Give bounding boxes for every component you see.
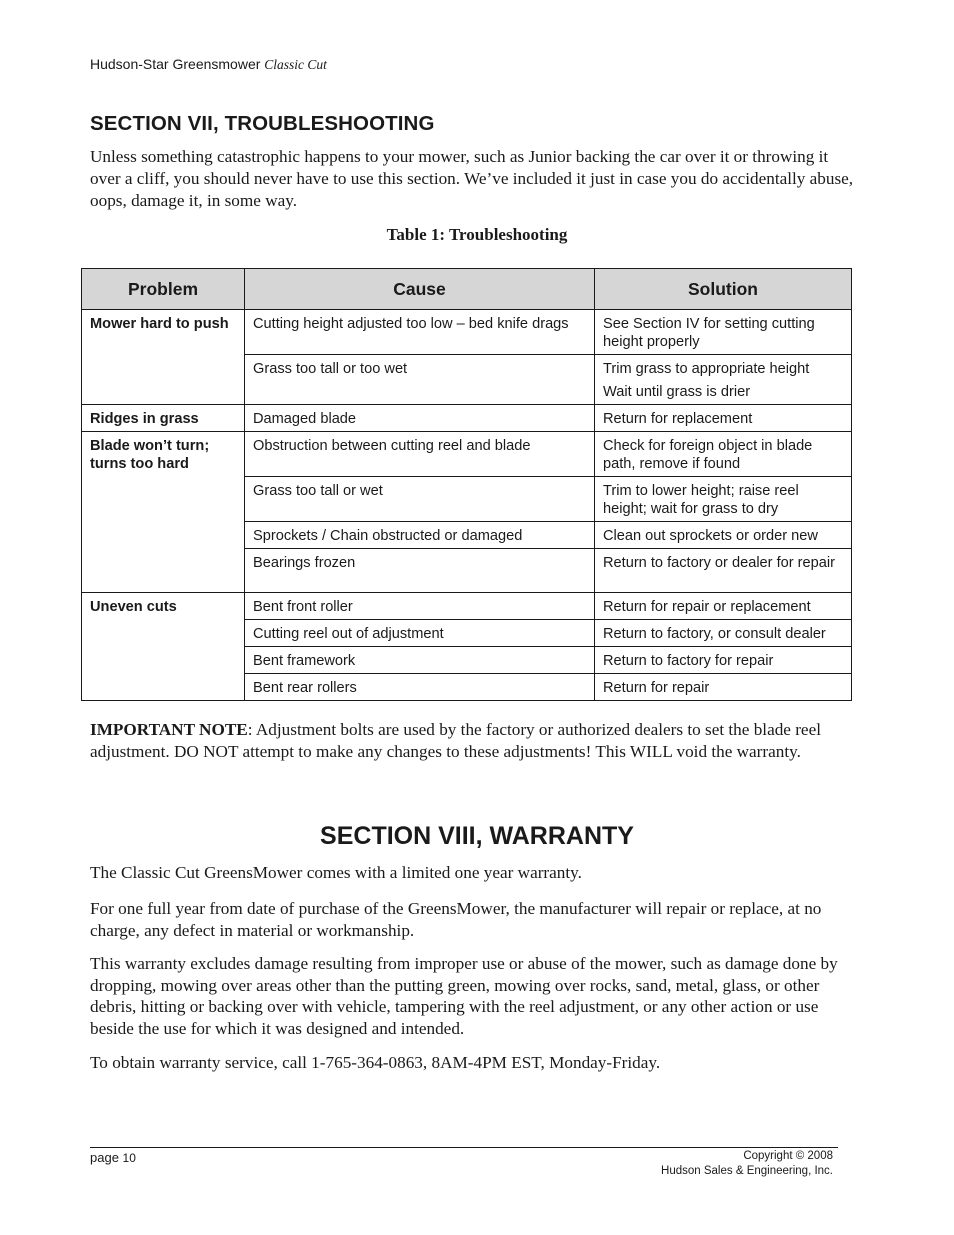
page-label: page <box>90 1150 119 1165</box>
warranty-service-paragraph: To obtain warranty service, call 1-765-364-0863, 8AM-4PM EST, Monday-Friday. <box>90 1053 661 1072</box>
running-header <box>90 56 327 73</box>
solution-cell: Return for repair <box>595 674 852 701</box>
header-model: Classic Cut <box>264 57 327 72</box>
solution-cell <box>595 355 852 405</box>
warranty-paragraph: This warranty excludes damage resulting from improper use or abuse of the mower, such as damage done by dropping, mowing over areas other than the putting green, mowing over rocks, sand, metal, glass, or other debris, hitting or backing over with vehicle, tampering with the reel adjustment, or any other action or use beside the use for which it was designed and intended. <box>90 954 838 1038</box>
cause-cell: Damaged blade <box>245 405 595 432</box>
cause-cell: Grass too tall or too wet <box>245 355 595 405</box>
table-header-row <box>82 269 852 310</box>
solution-cell: See Section IV for setting cutting height properly <box>595 310 852 355</box>
footer-divider <box>90 1147 838 1148</box>
solution-cell: Trim to lower height; raise reel height; wait for grass to dry <box>595 477 852 522</box>
section-8-title: SECTION VIII, WARRANTY <box>320 822 634 850</box>
solution-line: Trim grass to appropriate height <box>603 361 810 377</box>
cause-cell: Cutting reel out of adjustment <box>245 620 595 647</box>
company-line: Hudson Sales & Engineering, Inc. <box>661 1165 833 1177</box>
solution-cell: Clean out sprockets or order new <box>595 522 852 549</box>
troubleshooting-table <box>81 268 852 701</box>
table-row <box>82 432 852 477</box>
header-product: Hudson-Star Greensmower <box>90 56 261 72</box>
solution-cell: Return for repair or replacement <box>595 593 852 620</box>
important-note-text: : Adjustment bolts are used by the factory or authorized dealers to set the blade reel adjustment. DO NOT attempt to make any changes to these adjustments! This WILL void the warranty. <box>90 720 821 761</box>
cause-cell: Bent rear rollers <box>245 674 595 701</box>
solution-cell: Return to factory, or consult dealer <box>595 620 852 647</box>
cause-cell: Bent front roller <box>245 593 595 620</box>
page-number-value: 10 <box>122 1151 136 1165</box>
column-header-solution: Solution <box>595 269 852 310</box>
solution-cell: Return for replacement <box>595 405 852 432</box>
warranty-paragraph: The Classic Cut GreensMower comes with a limited one year warranty. <box>90 863 582 882</box>
problem-cell: Mower hard to push <box>82 310 245 405</box>
table-row <box>82 405 852 432</box>
cause-cell: Cutting height adjusted too low – bed knife drags <box>245 310 595 355</box>
problem-cell: Ridges in grass <box>82 405 245 432</box>
page-number <box>90 1150 136 1165</box>
warranty-paragraph: For one full year from date of purchase of the GreensMower, the manufacturer will repair or replace, at no charge, any defect in material or workmanship. <box>90 899 822 940</box>
solution-cell: Return to factory for repair <box>595 647 852 674</box>
important-note <box>90 719 860 763</box>
problem-cell: Blade won’t turn; turns too hard <box>82 432 245 593</box>
table-row <box>82 310 852 355</box>
table-row <box>82 593 852 620</box>
cause-cell: Grass too tall or wet <box>245 477 595 522</box>
problem-cell: Uneven cuts <box>82 593 245 701</box>
cause-cell: Bent framework <box>245 647 595 674</box>
section-7-intro: Unless something catastrophic happens to your mower, such as Junior backing the car over it or throwing it over a cliff, you should never have to use this section. We’ve included it just in case you do accidentally abuse, oops, damage it, in some way. <box>90 147 854 210</box>
table-caption: Table 1: Troubleshooting <box>386 225 568 244</box>
column-header-cause: Cause <box>245 269 595 310</box>
copyright-line: Copyright © 2008 <box>743 1150 833 1162</box>
solution-line: Wait until grass is drier <box>603 384 751 400</box>
cause-cell: Sprockets / Chain obstructed or damaged <box>245 522 595 549</box>
solution-cell: Check for foreign object in blade path, remove if found <box>595 432 852 477</box>
solution-cell: Return to factory or dealer for repair <box>595 549 852 593</box>
footer-copyright <box>661 1149 833 1179</box>
cause-cell: Bearings frozen <box>245 549 595 593</box>
column-header-problem: Problem <box>82 269 245 310</box>
section-7-title: SECTION VII, TROUBLESHOOTING <box>90 112 435 135</box>
cause-cell: Obstruction between cutting reel and blade <box>245 432 595 477</box>
important-note-label: IMPORTANT NOTE <box>90 720 248 739</box>
